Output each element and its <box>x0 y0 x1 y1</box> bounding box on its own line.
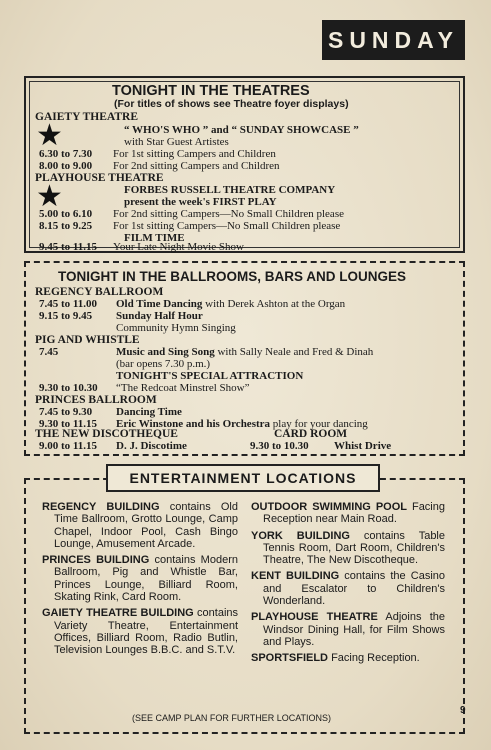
special-desc: “The Redcoat Minstrel Show” <box>116 382 250 394</box>
playhouse-desc-1: For 2nd sitting Campers—No Small Children please <box>113 208 344 220</box>
location-entry: PLAYHOUSE THEATRE Adjoins the Windsor Dining Hall, for Film Shows and Plays. <box>251 611 445 648</box>
regency-event-1: Old Time Dancing with Derek Ashton at the Organ <box>116 298 346 310</box>
playhouse-time-2: 8.15 to 9.25 <box>39 220 93 232</box>
regency-event-2: Sunday Half Hour <box>116 310 203 322</box>
pig-time: 7.45 <box>39 346 59 358</box>
pig-bar-opens: (bar opens 7.30 p.m.) <box>116 358 211 370</box>
gaiety-time-1: 6.30 to 7.30 <box>39 148 93 160</box>
star-icon: ★ <box>36 119 63 152</box>
regency-ballroom-heading: REGENCY BALLROOM <box>35 286 164 298</box>
gaiety-desc-1: For 1st sitting Campers and Children <box>113 148 276 160</box>
locations-title: ENTERTAINMENT LOCATIONS <box>106 464 380 492</box>
theatres-title: TONIGHT IN THE THEATRES <box>112 83 310 99</box>
pig-and-whistle-heading: PIG AND WHISTLE <box>35 334 140 346</box>
playhouse-company: FORBES RUSSELL THEATRE COMPANY <box>124 184 336 196</box>
film-time-heading: FILM TIME <box>124 232 185 244</box>
playhouse-present: present the week's FIRST PLAY <box>124 196 277 208</box>
regency-time-2: 9.15 to 9.45 <box>39 310 93 322</box>
card-desc: Whist Drive <box>334 440 392 452</box>
location-entry: KENT BUILDING contains the Casino and Escalator to Children's Wonderland. <box>251 570 445 608</box>
gaiety-theatre-heading: GAIETY THEATRE <box>35 111 138 123</box>
disco-time: 9.00 to 11.15 <box>39 440 98 452</box>
card-time: 9.30 to 10.30 <box>250 440 309 452</box>
gaiety-with: with Star Guest Artistes <box>124 136 229 148</box>
playhouse-theatre-heading: PLAYHOUSE THEATRE <box>35 172 164 184</box>
discotheque-heading: THE NEW DISCOTHEQUE <box>35 428 178 440</box>
playhouse-desc-2: For 1st sitting Campers—No Small Children please <box>113 220 341 232</box>
location-entry: SPORTSFIELD Facing Reception. <box>251 652 420 665</box>
ballrooms-title: TONIGHT IN THE BALLROOMS, BARS AND LOUNGES <box>58 269 407 284</box>
location-entry: OUTDOOR SWIMMING POOL Facing Reception near Main Road. <box>251 501 445 526</box>
film-desc: Your Late Night Movie Show <box>113 241 244 253</box>
disco-desc: D. J. Discotime <box>116 440 187 452</box>
day-tab: SUNDAY <box>322 20 465 60</box>
princes-event-2: Eric Winstone and his Orchestra play for your dancing <box>116 418 368 430</box>
location-entry: REGENCY BUILDING contains Old Time Ballroom, Grotto Lounge, Camp Chapel, Indoor Pool, Cash Bingo Lounge, Amusement Arcade. <box>42 501 238 550</box>
film-time: 9.45 to 11.15 <box>39 241 98 253</box>
regency-time-1: 7.45 to 11.00 <box>39 298 98 310</box>
card-room-heading: CARD ROOM <box>274 428 348 440</box>
locations-left-column <box>42 501 238 661</box>
location-entry: YORK BUILDING contains Table Tennis Room, Dart Room, Children's Theatre, The New Discotheque. <box>251 529 445 567</box>
special-time: 9.30 to 10.30 <box>39 382 98 394</box>
star-icon: ★ <box>36 180 63 213</box>
pig-event: Music and Sing Song with Sally Neale and Fred & Dinah <box>116 346 374 358</box>
regency-hymn: Community Hymn Singing <box>116 322 236 334</box>
princes-event-1: Dancing Time <box>116 406 182 418</box>
princes-time-1: 7.45 to 9.30 <box>39 406 93 418</box>
location-entry: GAIETY THEATRE BUILDING contains Variety Theatre, Entertainment Offices, Billiard Room, Radio Butlin, Television Lounges B.B.C. and S.T.V. <box>42 607 239 657</box>
special-attraction-heading: TONIGHT'S SPECIAL ATTRACTION <box>116 370 304 382</box>
locations-right-column <box>251 501 445 669</box>
gaiety-show: “ WHO'S WHO ” and “ SUNDAY SHOWCASE ” <box>124 124 359 136</box>
location-entry: PRINCES BUILDING contains Modern Ballroom, Pig and Whistle Bar, Princes Lounge, Billiard Room, Skating Rink, Card Room. <box>42 554 238 604</box>
page-number: 9 <box>460 705 466 716</box>
gaiety-time-2: 8.00 to 9.00 <box>39 160 93 172</box>
theatres-subtitle: (For titles of shows see Theatre foyer displays) <box>114 98 349 110</box>
princes-time-2: 9.30 to 11.15 <box>39 418 98 430</box>
playhouse-time-1: 5.00 to 6.10 <box>39 208 93 220</box>
gaiety-desc-2: For 2nd sitting Campers and Children <box>113 160 280 172</box>
princes-ballroom-heading: PRINCES BALLROOM <box>35 394 157 406</box>
locations-footnote: (SEE CAMP PLAN FOR FURTHER LOCATIONS) <box>132 713 332 723</box>
